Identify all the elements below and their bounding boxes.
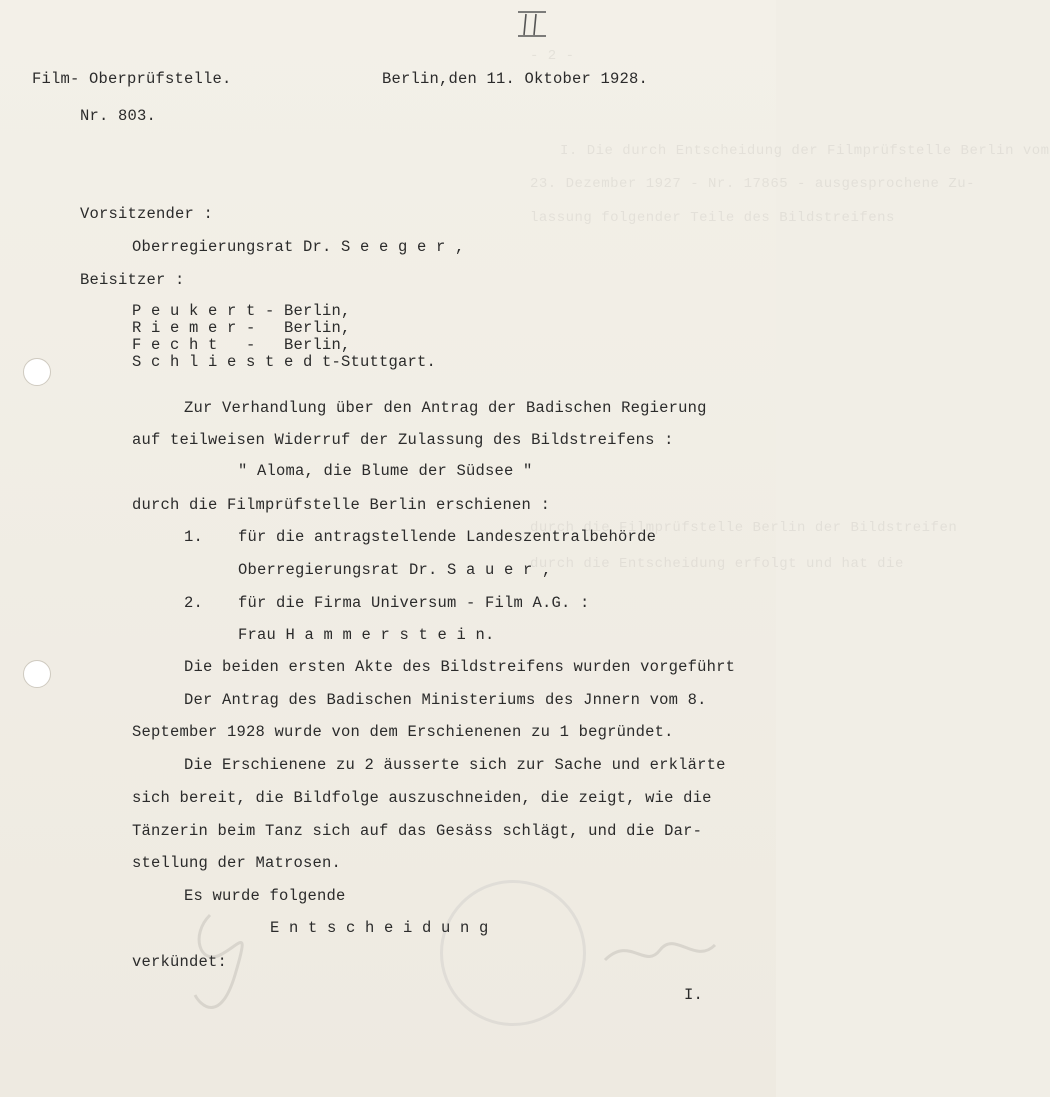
punch-hole	[23, 358, 51, 386]
paragraph-line: sich bereit, die Bildfolge auszuschneiden, die zeigt, wie die	[132, 789, 712, 807]
place-and-date: Berlin,den 11. Oktober 1928.	[382, 70, 649, 88]
item-text: für die antragstellende Landeszentralbehörde	[238, 528, 657, 546]
page-marker: I.	[684, 986, 704, 1004]
item-person: Frau H a m m e r s t e i n.	[238, 626, 495, 644]
paragraph-line: Der Antrag des Badischen Ministeriums des Jnnern vom 8.	[184, 691, 707, 709]
marginal-pencil-mark	[512, 8, 552, 42]
bleed-through-text: durch die Entscheidung erfolgt und hat die	[530, 556, 904, 572]
office-name: Film- Oberprüfstelle.	[32, 70, 232, 88]
assessor-line: P e u k e r t - Berlin,	[132, 302, 351, 320]
paragraph-line: Tänzerin beim Tanz sich auf das Gesäss schlägt, und die Dar-	[132, 822, 703, 840]
faint-stamp	[440, 880, 586, 1026]
paragraph-line: Es wurde folgende	[184, 887, 346, 905]
paragraph-line: September 1928 wurde von dem Erschienenen zu 1 begründet.	[132, 723, 674, 741]
assessor-line: F e c h t - Berlin,	[132, 336, 351, 354]
assessor-line: S c h l i e s t e d t-Stuttgart.	[132, 353, 437, 371]
item-person: Oberregierungsrat Dr. S a u e r ,	[238, 561, 552, 579]
assessor-line: R i e m e r - Berlin,	[132, 319, 351, 337]
chair-label: Vorsitzender :	[80, 205, 214, 223]
item-number: 2.	[184, 594, 204, 612]
film-title: " Aloma, die Blume der Südsee "	[238, 462, 533, 480]
assessors-label: Beisitzer :	[80, 271, 185, 289]
announced-line: verkündet:	[132, 953, 228, 971]
punch-hole	[23, 660, 51, 688]
faint-signature	[180, 905, 270, 1015]
paragraph-line: auf teilweisen Widerruf der Zulassung des Bildstreifens :	[132, 431, 674, 449]
bleed-through-text: 23. Dezember 1927 - Nr. 17865 - ausgesprochene Zu-	[530, 176, 976, 192]
paragraph-line: stellung der Matrosen.	[132, 854, 342, 872]
bleed-through-text: - 2 -	[530, 48, 575, 64]
paragraph-line: Die Erschienene zu 2 äusserte sich zur Sache und erklärte	[184, 756, 726, 774]
paragraph-line: Zur Verhandlung über den Antrag der Badischen Regierung	[184, 399, 707, 417]
file-number: Nr. 803.	[80, 107, 157, 125]
item-text: für die Firma Universum - Film A.G. :	[238, 594, 590, 612]
bleed-through-text: durch die Filmprüfstelle Berlin der Bildstreifen	[530, 520, 958, 536]
faint-signature	[600, 930, 720, 980]
paragraph-line: durch die Filmprüfstelle Berlin erschienen :	[132, 496, 551, 514]
item-number: 1.	[184, 528, 204, 546]
bleed-through-text: lassung folgender Teile des Bildstreifens	[530, 210, 895, 226]
chair-name: Oberregierungsrat Dr. S e e g e r ,	[132, 238, 465, 256]
decision-heading: E n t s c h e i d u n g	[270, 919, 489, 937]
paragraph-line: Die beiden ersten Akte des Bildstreifens wurden vorgeführt	[184, 658, 736, 676]
bleed-through-text: I. Die durch Entscheidung der Filmprüfstelle Berlin vom	[560, 143, 1050, 159]
